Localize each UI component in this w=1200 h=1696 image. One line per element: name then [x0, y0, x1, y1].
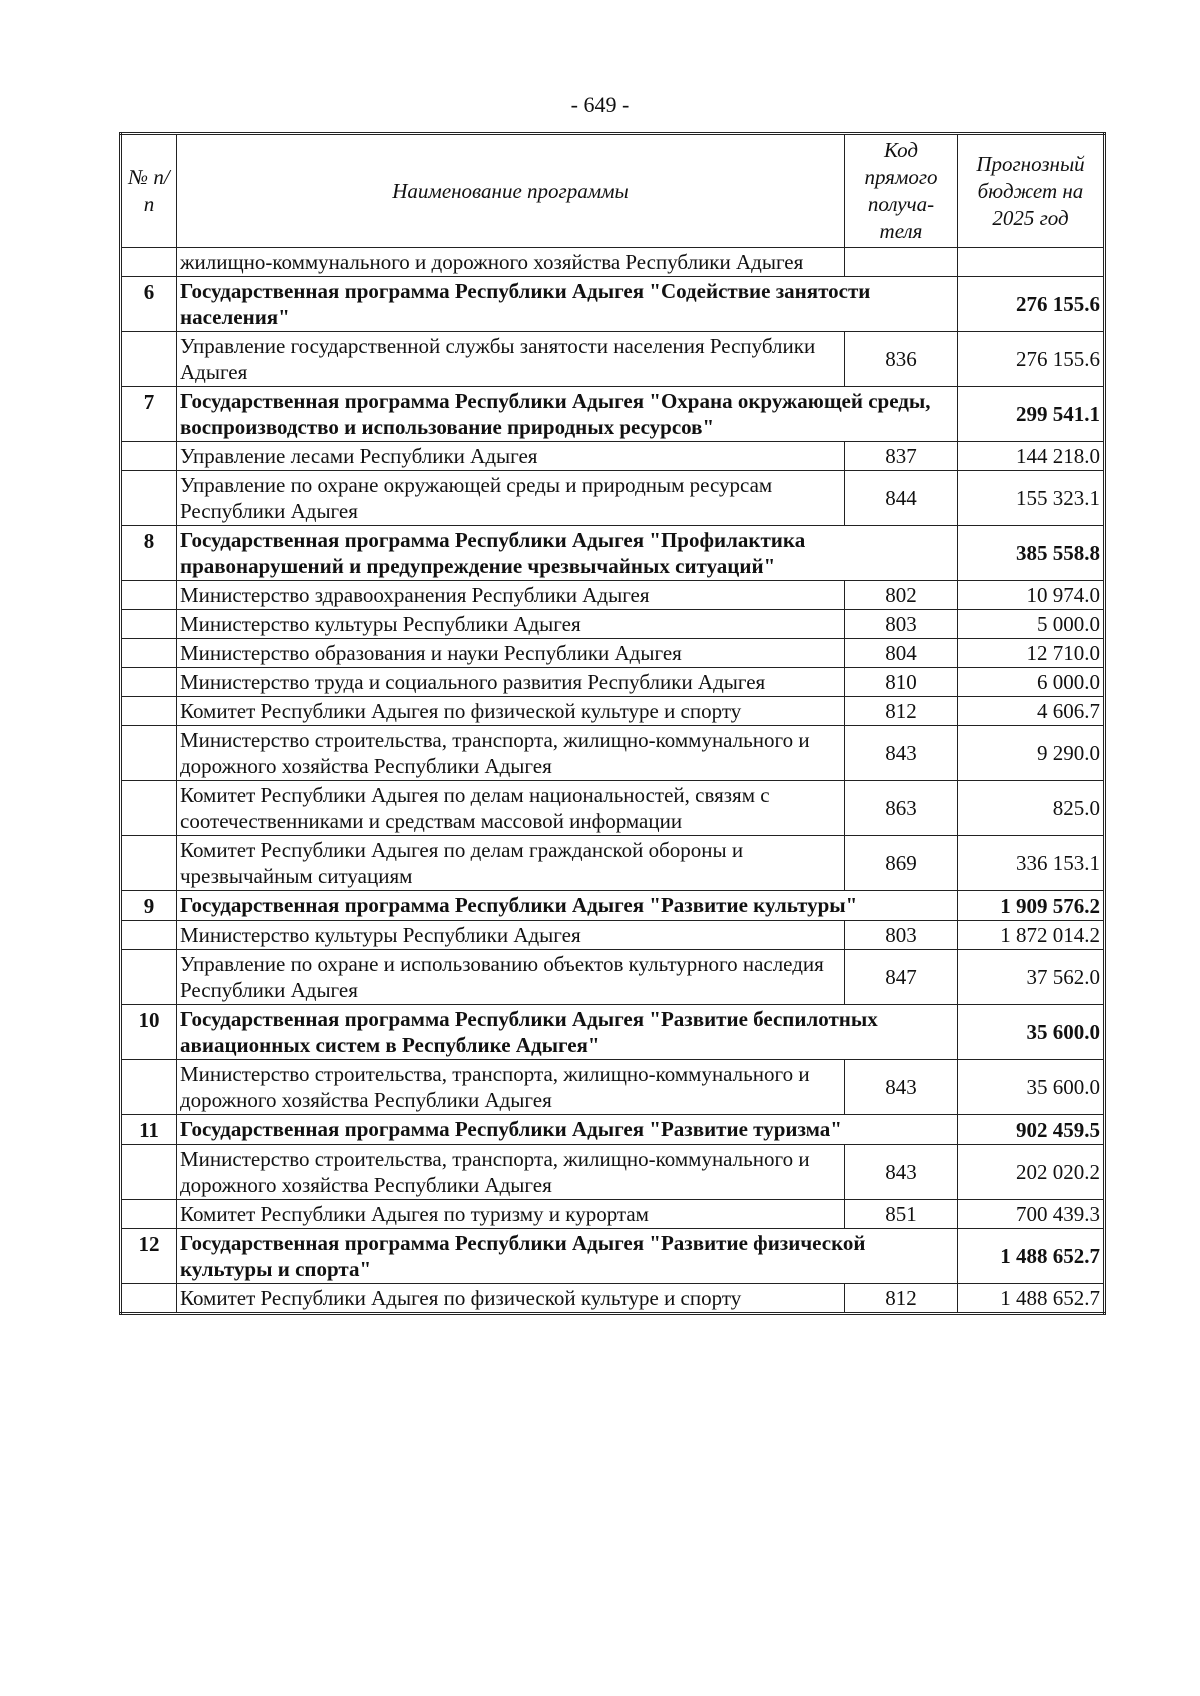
- recipient-code: 812: [845, 1284, 958, 1314]
- recipient-row: [121, 697, 1105, 726]
- program-name: Государственная программа Республики Адыгея "Развитие культуры": [177, 891, 958, 921]
- recipient-code: 837: [845, 442, 958, 471]
- budget-amount: 825.0: [958, 781, 1105, 836]
- recipient-code: 869: [845, 836, 958, 891]
- recipient-name: Комитет Республики Адыгея по делам гражданской обороны и чрезвычайным ситуациям: [177, 836, 845, 891]
- budget-amount: 9 290.0: [958, 726, 1105, 781]
- recipient-row: [121, 726, 1105, 781]
- recipient-name: Комитет Республики Адыгея по делам национальностей, связям с соотечественниками и средствам массовой информации: [177, 781, 845, 836]
- row-num: [121, 668, 177, 697]
- recipient-name: Управление лесами Республики Адыгея: [177, 442, 845, 471]
- recipient-row: [121, 1200, 1105, 1229]
- continuation-num: [121, 248, 177, 277]
- recipient-code: 844: [845, 471, 958, 526]
- row-num: [121, 471, 177, 526]
- recipient-code: 843: [845, 1060, 958, 1115]
- program-row: [121, 277, 1105, 332]
- recipient-row: [121, 1145, 1105, 1200]
- program-name: Государственная программа Республики Адыгея "Развитие туризма": [177, 1115, 958, 1145]
- recipient-row: [121, 1060, 1105, 1115]
- header-name: Наименование программы: [177, 134, 845, 248]
- budget-amount: 37 562.0: [958, 950, 1105, 1005]
- recipient-name: Министерство строительства, транспорта, жилищно-коммунального и дорожного хозяйства Республики Адыгея: [177, 726, 845, 781]
- recipient-name: Управление государственной службы занятости населения Республики Адыгея: [177, 332, 845, 387]
- row-num: [121, 950, 177, 1005]
- row-num: 11: [121, 1115, 177, 1145]
- row-num: [121, 1145, 177, 1200]
- recipient-row: [121, 950, 1105, 1005]
- row-num: [121, 836, 177, 891]
- budget-amount: 1 488 652.7: [958, 1284, 1105, 1314]
- row-num: 7: [121, 387, 177, 442]
- recipient-name: Министерство образования и науки Республики Адыгея: [177, 639, 845, 668]
- budget-amount: 276 155.6: [958, 332, 1105, 387]
- budget-amount: 385 558.8: [958, 526, 1105, 581]
- recipient-code: 843: [845, 1145, 958, 1200]
- row-num: [121, 1200, 177, 1229]
- program-row: [121, 1229, 1105, 1284]
- budget-amount: 336 153.1: [958, 836, 1105, 891]
- header-num: № п/п: [121, 134, 177, 248]
- recipient-name: Министерство культуры Республики Адыгея: [177, 610, 845, 639]
- recipient-row: [121, 581, 1105, 610]
- budget-amount: 202 020.2: [958, 1145, 1105, 1200]
- recipient-row: [121, 442, 1105, 471]
- header-code: Код прямого получа-теля: [845, 134, 958, 248]
- budget-amount: 902 459.5: [958, 1115, 1105, 1145]
- program-name: Государственная программа Республики Адыгея "Развитие физической культуры и спорта": [177, 1229, 958, 1284]
- recipient-row: [121, 471, 1105, 526]
- row-num: [121, 610, 177, 639]
- row-num: [121, 1060, 177, 1115]
- budget-amount: 1 872 014.2: [958, 921, 1105, 950]
- row-num: 12: [121, 1229, 177, 1284]
- recipient-name: Управление по охране окружающей среды и природным ресурсам Республики Адыгея: [177, 471, 845, 526]
- program-name: Государственная программа Республики Адыгея "Развитие беспилотных авиационных систем в Республике Адыгея": [177, 1005, 958, 1060]
- row-num: [121, 639, 177, 668]
- budget-amount: 12 710.0: [958, 639, 1105, 668]
- program-row: [121, 526, 1105, 581]
- row-num: 10: [121, 1005, 177, 1060]
- recipient-row: [121, 639, 1105, 668]
- budget-amount: 276 155.6: [958, 277, 1105, 332]
- row-num: [121, 921, 177, 950]
- recipient-code: 851: [845, 1200, 958, 1229]
- recipient-code: 803: [845, 921, 958, 950]
- program-row: [121, 891, 1105, 921]
- budget-amount: 155 323.1: [958, 471, 1105, 526]
- program-budget-table: [119, 132, 1106, 1315]
- recipient-row: [121, 836, 1105, 891]
- program-row: [121, 387, 1105, 442]
- recipient-name: Комитет Республики Адыгея по физической культуре и спорту: [177, 1284, 845, 1314]
- row-num: 6: [121, 277, 177, 332]
- recipient-name: Министерство строительства, транспорта, жилищно-коммунального и дорожного хозяйства Республики Адыгея: [177, 1060, 845, 1115]
- recipient-name: Министерство культуры Республики Адыгея: [177, 921, 845, 950]
- budget-amount: 4 606.7: [958, 697, 1105, 726]
- recipient-name: Министерство труда и социального развития Республики Адыгея: [177, 668, 845, 697]
- recipient-name: Министерство строительства, транспорта, жилищно-коммунального и дорожного хозяйства Республики Адыгея: [177, 1145, 845, 1200]
- row-num: [121, 1284, 177, 1314]
- recipient-row: [121, 610, 1105, 639]
- program-name: Государственная программа Республики Адыгея "Профилактика правонарушений и предупреждение чрезвычайных ситуаций": [177, 526, 958, 581]
- continuation-row: [121, 248, 1105, 277]
- recipient-code: 843: [845, 726, 958, 781]
- page-number: - 649 -: [570, 92, 630, 117]
- continuation-code: [845, 248, 958, 277]
- row-num: 9: [121, 891, 177, 921]
- row-num: [121, 781, 177, 836]
- row-num: [121, 442, 177, 471]
- recipient-row: [121, 1284, 1105, 1314]
- row-num: [121, 697, 177, 726]
- table-header-row: [121, 134, 1105, 248]
- recipient-row: [121, 668, 1105, 697]
- budget-amount: 1 909 576.2: [958, 891, 1105, 921]
- program-row: [121, 1005, 1105, 1060]
- program-name: Государственная программа Республики Адыгея "Содействие занятости населения": [177, 277, 958, 332]
- recipient-code: 803: [845, 610, 958, 639]
- budget-amount: 35 600.0: [958, 1060, 1105, 1115]
- row-num: [121, 726, 177, 781]
- recipient-name: Министерство здравоохранения Республики Адыгея: [177, 581, 845, 610]
- recipient-code: 812: [845, 697, 958, 726]
- budget-amount: 5 000.0: [958, 610, 1105, 639]
- budget-amount: 6 000.0: [958, 668, 1105, 697]
- budget-amount: 299 541.1: [958, 387, 1105, 442]
- recipient-code: 863: [845, 781, 958, 836]
- program-row: [121, 1115, 1105, 1145]
- recipient-name: Комитет Республики Адыгея по туризму и курортам: [177, 1200, 845, 1229]
- budget-amount: 1 488 652.7: [958, 1229, 1105, 1284]
- recipient-row: [121, 332, 1105, 387]
- recipient-name: Комитет Республики Адыгея по физической культуре и спорту: [177, 697, 845, 726]
- recipient-code: 802: [845, 581, 958, 610]
- recipient-row: [121, 921, 1105, 950]
- row-num: 8: [121, 526, 177, 581]
- row-num: [121, 581, 177, 610]
- program-name: Государственная программа Республики Адыгея "Охрана окружающей среды, воспроизводство и использование природных ресурсов": [177, 387, 958, 442]
- recipient-code: 847: [845, 950, 958, 1005]
- recipient-name: Управление по охране и использованию объектов культурного наследия Республики Адыгея: [177, 950, 845, 1005]
- recipient-row: [121, 781, 1105, 836]
- budget-amount: 10 974.0: [958, 581, 1105, 610]
- continuation-amount: [958, 248, 1105, 277]
- header-budget: Прогнозный бюджет на 2025 год: [958, 134, 1105, 248]
- budget-amount: 144 218.0: [958, 442, 1105, 471]
- budget-amount: 35 600.0: [958, 1005, 1105, 1060]
- recipient-code: 810: [845, 668, 958, 697]
- recipient-code: 804: [845, 639, 958, 668]
- continuation-name: жилищно-коммунального и дорожного хозяйства Республики Адыгея: [177, 248, 845, 277]
- recipient-code: 836: [845, 332, 958, 387]
- budget-amount: 700 439.3: [958, 1200, 1105, 1229]
- row-num: [121, 332, 177, 387]
